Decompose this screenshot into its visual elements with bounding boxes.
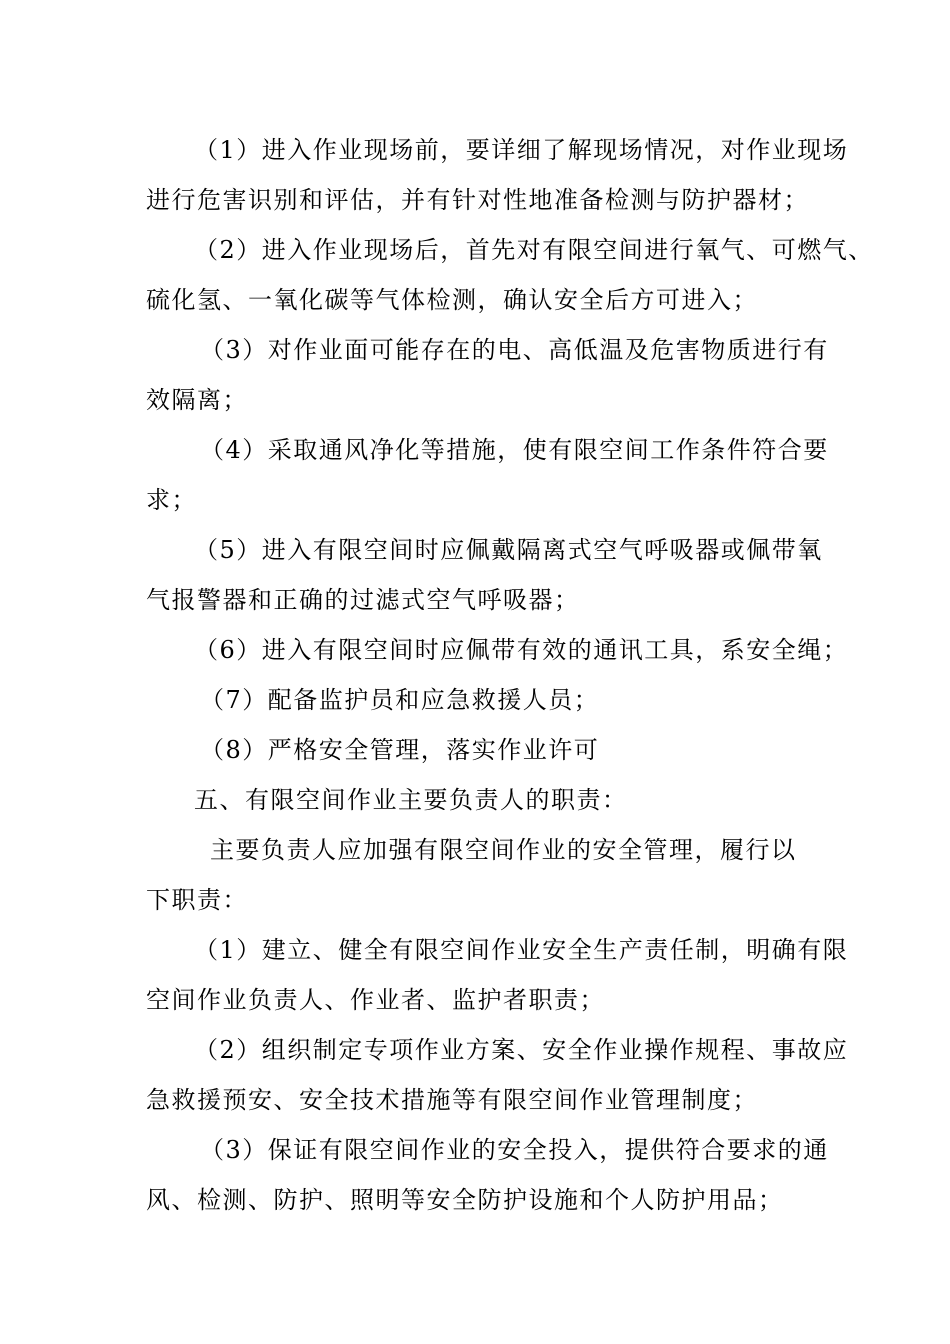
text-line: （2）组织制定专项作业方案、安全作业操作规程、事故应 xyxy=(194,1036,849,1064)
text-line: 风、检测、防护、照明等安全防护设施和个人防护用品； xyxy=(146,1186,784,1214)
text-line: 硫化氢、一氧化碳等气体检测，确认安全后方可进入； xyxy=(146,286,758,314)
text-line: （2）进入作业现场后，首先对有限空间进行氧气、可燃气、 xyxy=(194,236,874,264)
text-line: 效隔离； xyxy=(146,386,248,414)
text-line: 下职责： xyxy=(146,886,248,914)
text-line: （5）进入有限空间时应佩戴隔离式空气呼吸器或佩带氧 xyxy=(194,536,823,564)
text-line: （7）配备监护员和应急救援人员； xyxy=(200,686,600,714)
text-line: 气报警器和正确的过滤式空气呼吸器； xyxy=(146,586,580,614)
text-line: 进行危害识别和评估，并有针对性地准备检测与防护器材； xyxy=(146,186,809,214)
text-line: （1）建立、健全有限空间作业安全生产责任制，明确有限 xyxy=(194,936,849,964)
text-line: 求； xyxy=(146,486,197,514)
text-line: （8）严格安全管理，落实作业许可 xyxy=(200,736,600,764)
text-line: （4）采取通风净化等措施，使有限空间工作条件符合要 xyxy=(200,436,829,464)
text-line: （1）进入作业现场前，要详细了解现场情况，对作业现场 xyxy=(194,136,849,164)
text-line: （3）保证有限空间作业的安全投入，提供符合要求的通 xyxy=(200,1136,829,1164)
section-heading: 五、有限空间作业主要负责人的职责： xyxy=(194,786,628,814)
text-line: （6）进入有限空间时应佩带有效的通讯工具，系安全绳； xyxy=(194,636,849,664)
text-line: 空间作业负责人、作业者、监护者职责； xyxy=(146,986,605,1014)
text-line: （3）对作业面可能存在的电、高低温及危害物质进行有 xyxy=(200,336,829,364)
text-line: 急救援预安、安全技术措施等有限空间作业管理制度； xyxy=(146,1086,758,1114)
text-line: 主要负责人应加强有限空间作业的安全管理，履行以 xyxy=(210,836,797,864)
